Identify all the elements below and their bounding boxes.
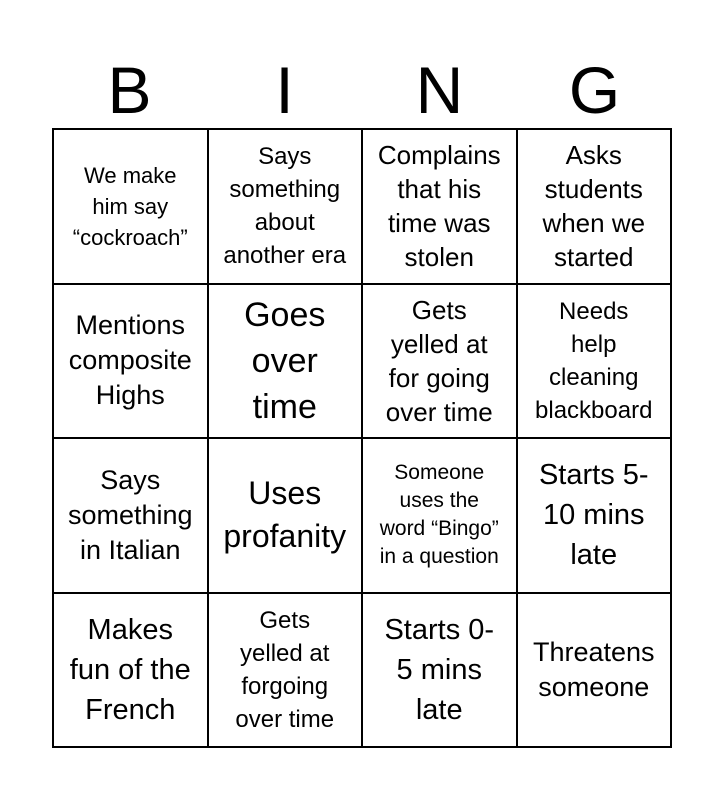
header-letter-g: G (568, 53, 621, 127)
bingo-cell-12[interactable] (518, 439, 673, 594)
cell-text: Complains that his time was stolen (377, 140, 501, 273)
header-letter-i: I (275, 53, 294, 127)
cell-text: Someone uses the word “Bingo” in a question (379, 461, 499, 569)
bingo-cell-1[interactable] (54, 130, 209, 285)
cell-text: Goes over time (244, 295, 326, 426)
cell-text: Starts 0- 5 mins late (384, 613, 495, 726)
bingo-cell-13[interactable] (54, 594, 209, 749)
bingo-cell-11[interactable] (363, 439, 518, 594)
cell-text: Says something in Italian (67, 464, 193, 565)
cell-text: Says something about another era (223, 143, 347, 270)
cell-text: Threatens someone (532, 636, 655, 702)
cell-text: Gets yelled at for going over time (385, 294, 493, 427)
bingo-cell-9[interactable] (54, 439, 209, 594)
cell-text: Gets yelled at forgoing over time (235, 606, 335, 733)
cell-text: Makes fun of the French (69, 613, 191, 726)
bingo-cell-2[interactable] (209, 130, 364, 285)
bingo-cell-6[interactable] (209, 285, 364, 440)
bingo-cell-14[interactable] (209, 594, 364, 749)
header-letter-b: B (107, 53, 152, 127)
bingo-cell-15[interactable] (363, 594, 518, 749)
bingo-cell-16[interactable] (518, 594, 673, 749)
cell-text: Uses profanity (223, 475, 347, 555)
bingo-cell-4[interactable] (518, 130, 673, 285)
cell-text: Starts 5- 10 mins late (538, 459, 649, 572)
bingo-header (52, 52, 672, 128)
bingo-cell-5[interactable] (54, 285, 209, 440)
cell-text: Mentions composite Highs (68, 310, 192, 411)
bingo-cell-8[interactable] (518, 285, 673, 440)
header-letter-n: N (415, 53, 464, 127)
bingo-cell-10[interactable] (209, 439, 364, 594)
cell-text: Needs help cleaning blackboard (535, 297, 653, 424)
bingo-cell-7[interactable] (363, 285, 518, 440)
bingo-cell-3[interactable] (363, 130, 518, 285)
bingo-board (52, 128, 672, 748)
cell-text: Asks students when we started (542, 140, 646, 273)
cell-text: We make him say “cockroach” (72, 162, 188, 250)
